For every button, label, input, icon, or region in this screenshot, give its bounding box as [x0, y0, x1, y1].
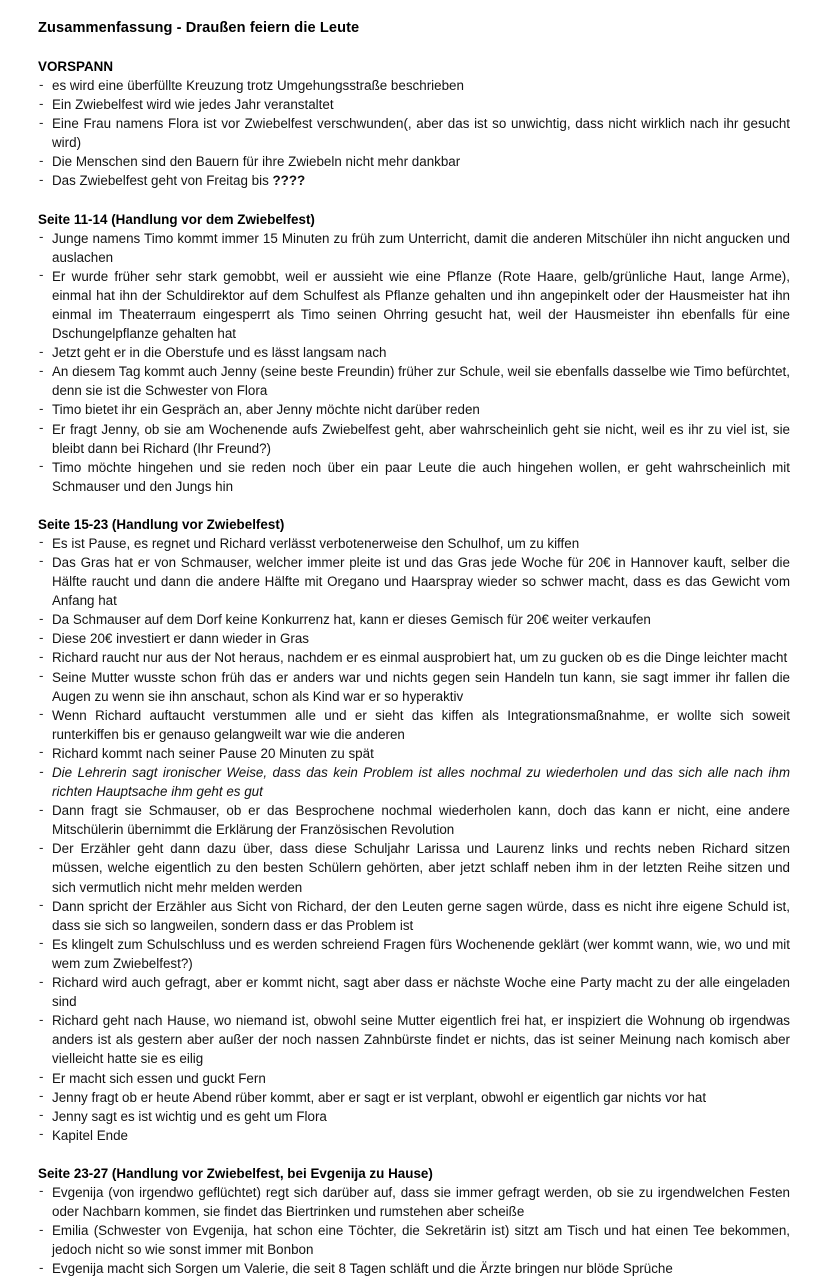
list-item: [38, 229, 790, 267]
bullet-list: [38, 534, 790, 1145]
list-item: [38, 610, 790, 629]
list-item-text: - Dann spricht der Erzähler aus Sicht von Richard, der den Leuten gerne sagen würde, dass es nicht ihre eigene Schuld ist, dass sie sich so langweilen, sondern dass er das Problem ist: [52, 898, 790, 933]
bullet-list: [38, 76, 790, 191]
list-item: [38, 744, 790, 763]
list-item-text: - Richard geht nach Hause, wo niemand ist, obwohl seine Mutter eigentlich frei hat, er inspiziert die Wohnung ob irgendwas anders ist als gestern aber außer der noch nassen Zahnbürste findet er nichts, das ist seiner Meinung nach komisch aber vielleicht hatte sie es eilig: [52, 1013, 790, 1067]
list-item: [38, 1183, 790, 1221]
list-item: [38, 706, 790, 744]
list-item: [38, 629, 790, 648]
list-item: [38, 1221, 790, 1259]
list-item: [38, 763, 790, 801]
list-item-text: - Kapitel Ende: [52, 1127, 128, 1143]
list-item: [38, 1107, 790, 1126]
list-item: [38, 114, 790, 152]
section-spacer: [38, 496, 790, 515]
list-item: [38, 362, 790, 400]
list-item-text: - Eine Frau namens Flora ist vor Zwiebelfest verschwunden(, aber das ist so unwichtig, dass nicht wirklich nach ihr gesucht wird): [52, 116, 790, 151]
document-section: [38, 210, 790, 496]
list-item: [38, 267, 790, 343]
list-item: [38, 400, 790, 419]
list-item: [38, 1126, 790, 1145]
list-item-text: - Richard wird auch gefragt, aber er kommt nicht, sagt aber dass er nächste Woche eine Party macht zu der alle eingeladen sind: [52, 975, 790, 1010]
list-item-text: - Ein Zwiebelfest wird wie jedes Jahr veranstaltet: [52, 97, 334, 113]
list-item-text: - Es ist Pause, es regnet und Richard verlässt verbotenerweise den Schulhof, um zu kiffen: [52, 535, 580, 551]
section-heading: VORSPANN: [38, 59, 114, 74]
list-item: [38, 1069, 790, 1088]
list-item-text: - Richard kommt nach seiner Pause 20 Minuten zu spät: [52, 745, 374, 761]
list-item-text: - es wird eine überfüllte Kreuzung trotz Umgehungsstraße beschrieben: [52, 78, 464, 93]
list-item-text: - Dann fragt sie Schmauser, ob er das Besprochene nochmal wiederholen kann, doch das kann er nicht, eine andere Mitschülerin übernimmt die Erklärung der Französischen Revolution: [52, 803, 790, 838]
section-spacer: [38, 191, 790, 210]
list-item-text: Das Zwiebelfest geht von Freitag bis: [52, 173, 273, 189]
list-item-text: - Er wurde früher sehr stark gemobbt, weil er aussieht wie eine Pflanze (Rote Haare, gelb/grünliche Haut, lange Arme), einmal hat ihn der Schuldirektor auf dem Schulfest als Pflanze gehalten und ihn angepinkelt oder der Hausmeister hat ihn einmal im Theaterraum eingesperrt als Timo seinen Ohrring gesucht hat, weil der Hausmeister ihn ebenfalls für eine Dschungelpflanze gehalten hat: [52, 268, 790, 342]
list-item-text: - Das Gras hat er von Schmauser, welcher immer pleite ist und das Gras jede Woche für 20€ in Hannover kauft, selber die Hälfte raucht und dann die andere Hälfte mit Oregano und Haarspray wieder so schwer macht, dass es das Gewicht vom Anfang hat: [52, 554, 790, 609]
list-item-text: - Jenny fragt ob er heute Abend rüber kommt, aber er sagt er ist verplant, obwohl er eigentlich gar nichts vor hat: [52, 1089, 707, 1105]
list-item: [38, 897, 790, 935]
list-item-text: - Es klingelt zum Schulschluss und es werden schreiend Fragen fürs Wochenende geklärt (wer kommt wann, wie, wo und mit wem zum Zwiebelfest?): [52, 936, 790, 971]
document-section: [38, 57, 790, 191]
list-item: [38, 935, 790, 973]
list-item: [38, 553, 790, 610]
list-item-text: - Richard raucht nur aus der Not heraus, nachdem er es einmal ausprobiert hat, um zu gucken ob es die Dinge leichter macht: [52, 650, 788, 666]
section-heading: Seite 11-14 (Handlung vor dem Zwiebelfest): [38, 211, 315, 227]
list-item: [38, 1088, 790, 1107]
list-item-text: - An diesem Tag kommt auch Jenny (seine beste Freundin) früher zur Schule, weil sie ebenfalls dasselbe wie Timo befürchtet, denn sie ist die Schwester von Flora: [52, 364, 790, 399]
list-item-text: - Junge namens Timo kommt immer 15 Minuten zu früh zum Unterricht, damit die anderen Mitschüler ihn nicht angucken und auslachen: [52, 230, 790, 265]
section-spacer: [38, 1145, 790, 1164]
list-item-text: - Er fragt Jenny, ob sie am Wochenende aufs Zwiebelfest geht, aber wahrscheinlich geht sie nicht, weil es ihr zu viel ist, sie bleibt dann bei Richard (Ihr Freund?): [52, 421, 790, 456]
list-item-text: - Diese 20€ investiert er dann wieder in Gras: [52, 631, 309, 647]
bullet-list: [38, 1183, 790, 1278]
list-item-text: - Emilia (Schwester von Evgenija, hat schon eine Töchter, die Sekretärin ist) sitzt am Tisch und hat einen Tee bekommen, jedoch nicht so wie sonst immer mit Bonbon: [52, 1223, 790, 1258]
list-item-text: - Wenn Richard auftaucht verstummen alle und er sieht das kiffen als Integrationsmaßnahme, er wollte sich soweit runterkiffen bis er genauso gelangweilt war wie die anderen: [52, 707, 790, 742]
section-heading: Seite 23-27 (Handlung vor Zwiebelfest, bei Evgenija zu Hause): [38, 1165, 433, 1181]
list-item-text: - Da Schmauser auf dem Dorf keine Konkurrenz hat, kann er dieses Gemisch für 20€ weiter verkaufen: [52, 612, 651, 628]
list-item-text: - Die Menschen sind den Bauern für ihre Zwiebeln nicht mehr dankbar: [52, 154, 461, 170]
list-item-text: - Evgenija macht sich Sorgen um Valerie, die seit 8 Tagen schläft und die Ärzte bringen nur blöde Sprüche: [52, 1261, 673, 1277]
list-item-text: - Jenny sagt es ist wichtig und es geht um Flora: [52, 1108, 327, 1124]
document-section: [38, 1164, 790, 1278]
list-item: [38, 801, 790, 839]
list-item-text: - Der Erzähler geht dann dazu über, dass diese Schuljahr Larissa und Laurenz links und rechts neben Richard sitzen müssen, welche eigentlich zu den besten Schülern gehörten, aber jetzt schlaff neben ihm in der letzten Reihe sitzen und sich vermutlich nicht mehr melden werden: [52, 841, 790, 895]
bullet-list: [38, 229, 790, 496]
list-item: [38, 420, 790, 458]
list-item: [38, 1259, 790, 1278]
sections-container: [38, 57, 790, 1278]
list-item-text: - Timo möchte hingehen und sie reden noch über ein paar Leute die auch hingehen wollen, er geht wahrscheinlich mit Schmauser und den Jungs hin: [52, 459, 790, 494]
list-item: [38, 973, 790, 1011]
list-item: [38, 95, 790, 114]
list-item: [38, 76, 790, 95]
list-item: [38, 839, 790, 896]
list-item: [38, 458, 790, 496]
list-item: [38, 343, 790, 362]
list-item-text: - Die Lehrerin sagt ironischer Weise, dass das kein Problem ist alles nochmal zu wiederholen und das sich alle nach ihm richten Hauptsache ihm geht es gut: [52, 765, 790, 800]
title-spacer: [38, 38, 790, 57]
page-title: Zusammenfassung - Draußen feiern die Leute: [38, 20, 360, 36]
list-item-text: - Er macht sich essen und guckt Fern: [52, 1070, 266, 1086]
list-item-text: - Jetzt geht er in die Oberstufe und es lässt langsam nach: [52, 345, 387, 361]
list-item-emphasis: ????: [272, 173, 306, 189]
list-item: [38, 1011, 790, 1068]
document-section: [38, 515, 790, 1145]
list-item: [38, 171, 790, 190]
list-item: [38, 648, 790, 667]
list-item: [38, 668, 790, 706]
list-item: [38, 152, 790, 171]
section-heading: Seite 15-23 (Handlung vor Zwiebelfest): [38, 516, 285, 532]
list-item-text: - Evgenija (von irgendwo geflüchtet) regt sich darüber auf, dass sie immer gefragt werden, ob sie zu irgendwelchen Festen oder Nachbarn kommen, sie findet das Biertrinken und rumstehen aber scheiße: [52, 1184, 790, 1219]
list-item-text: - Seine Mutter wusste schon früh das er anders war und nichts gegen sein Handeln tun kann, sie sagt immer ihr fallen die Augen zu wenn sie ihn anschaut, schon als Kind war er so hyperaktiv: [52, 669, 790, 704]
list-item: [38, 534, 790, 553]
list-item-text: - Timo bietet ihr ein Gespräch an, aber Jenny möchte nicht darüber reden: [52, 402, 480, 418]
